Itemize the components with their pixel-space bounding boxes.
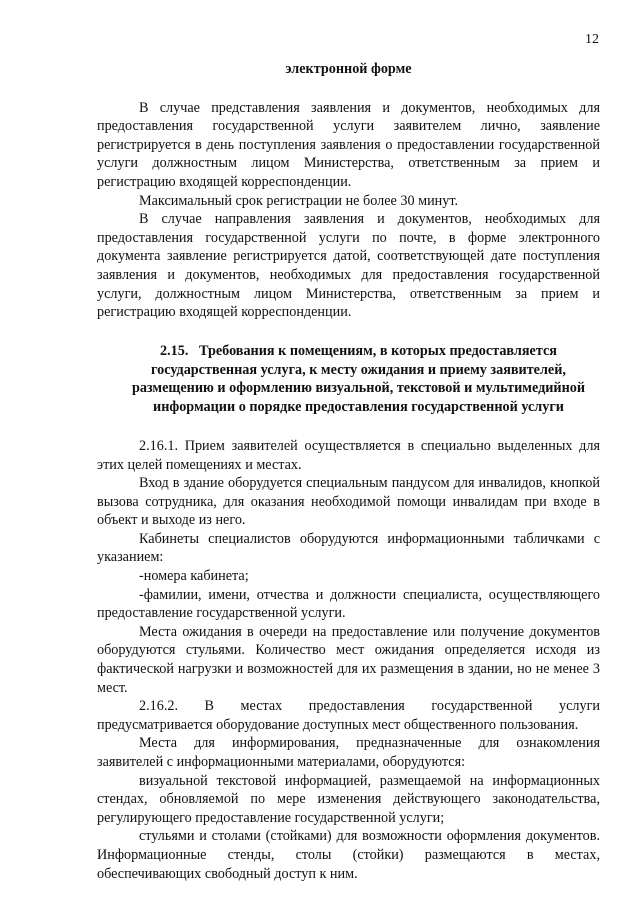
paragraph: 2.16.2. В местах предоставления государственной услуги предусматривается оборудование доступных мест общественного пользования. <box>97 698 600 733</box>
list-item: -фамилии, имени, отчества и должности специалиста, осуществляющего предоставление государственной услуги. <box>97 586 600 622</box>
section-number: 2.15. <box>160 342 196 359</box>
paragraph: 2.16.1. Прием заявителей осуществляется в специально выделенных для этих целей помещениях и местах. <box>97 437 600 473</box>
paragraph: стульями и столами (стойками) для возможности оформления документов. Информационные стенды, столы (стойки) размещаются в местах, обеспечивающих свободный доступ к ним. <box>97 828 600 882</box>
paragraph: В случае представления заявления и документов, необходимых для предоставления государственной услуги заявителем лично, заявление регистрируется в день поступления заявления о предоставлении государственной услуги должностным лицом Министерства, ответственным за прием и регистрацию входящей корреспонденции. <box>97 99 600 190</box>
paragraph: Места ожидания в очереди на предоставление или получение документов оборудуются стульями. Количество мест ожидания определяется исходя из фактической нагрузки и возможностей для их размещения в здании, но не менее 3 мест. <box>97 623 600 696</box>
paragraph: Кабинеты специалистов оборудуются информационными табличками с указанием: <box>97 530 600 566</box>
paragraph: Места для информирования, предназначенные для ознакомления заявителей с информационными материалами, оборудуются: <box>97 735 600 770</box>
paragraph: Максимальный срок регистрации не более 30 минут. <box>139 192 459 209</box>
paragraph: Вход в здание оборудуется специальным пандусом для инвалидов, кнопкой вызова сотрудника, для оказания необходимой помощи инвалидам при входе в объект и выходе из него. <box>97 475 600 529</box>
section-title-text: Требования к помещениям, в которых предоставляется государственная услуга, к месту ожидания и приему заявителей, размещению и оформлению визуальной, текстовой и мультимедийной информации о порядке предоставления государственной услуги <box>131 342 586 416</box>
page-number: 12 <box>585 32 599 47</box>
paragraph: В случае направления заявления и документов, необходимых для предоставления государственной услуги по почте, в форме электронного документа заявление регистрируется датой, соответствующей дате поступления заявления и документов, необходимых для предоставления государственной услуги, должностным лицом Министерства, ответственным за прием и регистрацию входящей корреспонденции. <box>97 211 600 321</box>
document-body <box>97 60 600 883</box>
paragraph: визуальной текстовой информацией, размещаемой на информационных стендах, обновляемой по мере изменения действующего законодательства, регулирующего предоставление государственной услуги; <box>97 772 600 826</box>
list-item: -номера кабинета; <box>139 568 249 585</box>
section-heading <box>97 342 600 417</box>
continued-heading: электронной форме <box>285 61 412 77</box>
